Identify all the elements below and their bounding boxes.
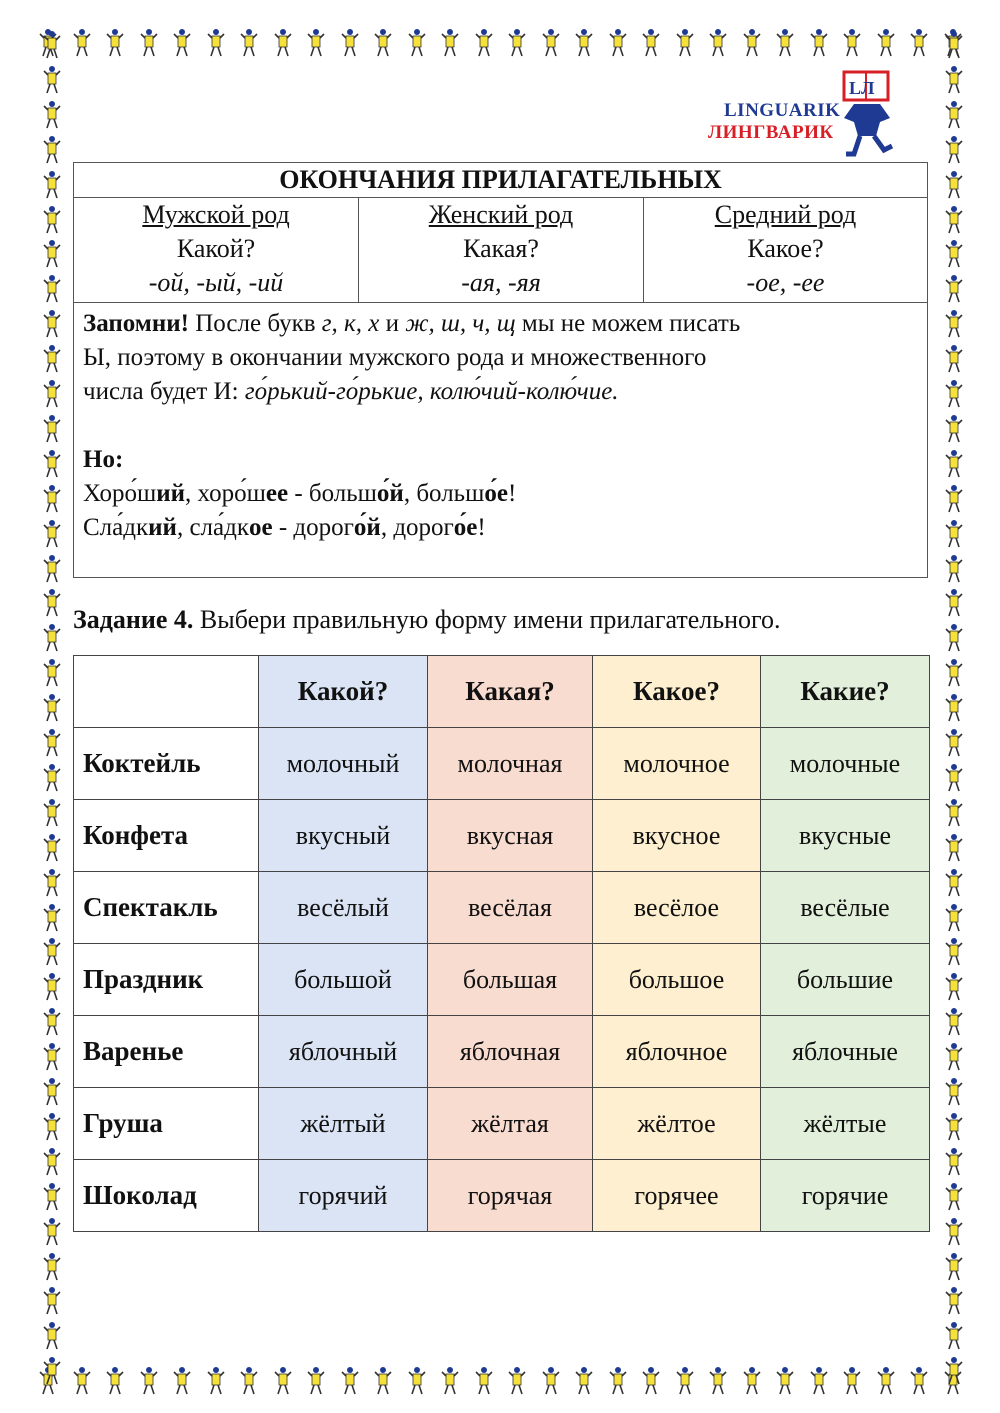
gender-feminine <box>359 198 644 303</box>
adjective-choice-table <box>73 655 930 1232</box>
running-figure-icon <box>42 1112 62 1142</box>
running-figure-icon <box>340 1366 360 1396</box>
rule-note <box>74 303 928 578</box>
option-cell[interactable]: молочные <box>761 728 930 800</box>
option-cell[interactable]: весёлый <box>259 872 428 944</box>
running-figure-icon <box>944 937 964 967</box>
option-cell[interactable]: горячее <box>593 1160 761 1232</box>
running-figure-icon <box>541 28 561 58</box>
option-cell[interactable]: яблочное <box>593 1016 761 1088</box>
running-figure-icon <box>42 309 62 339</box>
running-figure-icon <box>775 28 795 58</box>
running-figure-icon <box>944 554 964 584</box>
running-figure-icon <box>708 1366 728 1396</box>
exception-example-2: Сла́дкий, сла́дкое - дорого́й, дорого́е! <box>83 514 486 541</box>
running-figure-icon <box>944 1356 964 1386</box>
svg-text:LЛ: LЛ <box>849 78 875 98</box>
option-cell[interactable]: весёлые <box>761 872 930 944</box>
running-figure-icon <box>909 28 929 58</box>
running-figure-icon <box>944 100 964 130</box>
running-figure-icon <box>608 28 628 58</box>
running-figure-icon <box>139 1366 159 1396</box>
table-row <box>74 1016 930 1088</box>
header-row <box>74 656 930 728</box>
running-figure-icon <box>42 30 62 60</box>
running-figure-icon <box>42 972 62 1002</box>
running-figure-icon <box>273 1366 293 1396</box>
decorative-border-right <box>936 30 976 1400</box>
running-figure-icon <box>876 28 896 58</box>
gender-question: Какое? <box>747 234 824 263</box>
running-figure-icon <box>944 728 964 758</box>
running-figure-icon <box>42 1356 62 1386</box>
running-figure-icon <box>675 1366 695 1396</box>
running-figure-icon <box>944 868 964 898</box>
running-figure-icon <box>72 1366 92 1396</box>
running-figure-icon <box>944 1217 964 1247</box>
running-figure-icon <box>742 1366 762 1396</box>
option-cell[interactable]: яблочные <box>761 1016 930 1088</box>
running-figure-icon <box>742 28 762 58</box>
running-figure-icon <box>675 28 695 58</box>
rules-title: ОКОНЧАНИЯ ПРИЛАГАТЕЛЬНЫХ <box>74 163 928 198</box>
running-figure-icon <box>944 833 964 863</box>
gender-question: Какая? <box>463 234 539 263</box>
running-figure-icon <box>944 623 964 653</box>
option-cell[interactable]: большие <box>761 944 930 1016</box>
running-figure-icon <box>944 1077 964 1107</box>
option-cell[interactable]: молочный <box>259 728 428 800</box>
gender-endings: -ой, -ый, -ий <box>148 268 284 297</box>
option-cell[interactable]: горячая <box>428 1160 593 1232</box>
option-cell[interactable]: весёлая <box>428 872 593 944</box>
task-label: Задание 4. <box>73 605 194 634</box>
option-cell[interactable]: яблочный <box>259 1016 428 1088</box>
running-figure-icon <box>574 1366 594 1396</box>
running-figure-icon <box>407 1366 427 1396</box>
running-figure-icon <box>944 30 964 60</box>
letters-gkh: г, к, х <box>321 310 380 337</box>
option-cell[interactable]: молочное <box>593 728 761 800</box>
remember-label: Запомни! <box>83 310 189 337</box>
gender-name: Мужской род <box>142 200 290 229</box>
note-line-3: числа будет И: го́рький-го́рькие, колю́чий-колю́чие. <box>83 378 619 405</box>
running-figure-icon <box>944 309 964 339</box>
note-examples: го́рький-го́рькие, колю́чий-колю́чие. <box>244 378 619 405</box>
running-figure-icon <box>42 763 62 793</box>
running-figure-icon <box>944 274 964 304</box>
running-figure-icon <box>42 868 62 898</box>
running-figure-icon <box>944 1147 964 1177</box>
running-figure-icon <box>440 28 460 58</box>
note-line-1: Запомни! После букв г, к, х и ж, ш, ч, щ мы не можем писать <box>83 310 741 337</box>
option-cell[interactable]: вкусный <box>259 800 428 872</box>
running-figure-icon <box>574 28 594 58</box>
running-figure-icon <box>944 449 964 479</box>
option-cell[interactable]: большое <box>593 944 761 1016</box>
running-figure-icon <box>876 1366 896 1396</box>
gender-masculine <box>74 198 359 303</box>
running-figure-icon <box>944 1182 964 1212</box>
option-cell[interactable]: жёлтые <box>761 1088 930 1160</box>
running-figure-icon <box>42 554 62 584</box>
running-figure-icon <box>944 693 964 723</box>
running-figure-icon <box>42 1182 62 1212</box>
running-figure-icon <box>42 937 62 967</box>
gender-name: Средний род <box>714 200 857 229</box>
option-cell[interactable]: яблочная <box>428 1016 593 1088</box>
header-feminine: Какая? <box>428 656 593 728</box>
running-figure-icon <box>407 28 427 58</box>
gender-name: Женский род <box>428 200 574 229</box>
gender-endings: -ая, -яя <box>461 268 541 297</box>
running-figure-icon <box>273 28 293 58</box>
table-row <box>74 800 930 872</box>
running-figure-icon <box>42 798 62 828</box>
running-figure-icon <box>809 28 829 58</box>
running-figure-icon <box>42 449 62 479</box>
linguarik-logo <box>706 70 906 160</box>
running-figure-icon <box>474 28 494 58</box>
running-figure-icon <box>105 28 125 58</box>
running-figure-icon <box>340 28 360 58</box>
running-figure-icon <box>944 205 964 235</box>
running-figure-icon <box>373 1366 393 1396</box>
running-figure-icon <box>42 414 62 444</box>
running-figure-icon <box>842 28 862 58</box>
running-figure-icon <box>42 135 62 165</box>
table-row <box>74 1088 930 1160</box>
logo-latin: LINGUARIK <box>724 100 841 121</box>
running-figure-icon <box>172 28 192 58</box>
running-figure-icon <box>944 239 964 269</box>
running-figure-icon <box>944 135 964 165</box>
option-cell[interactable]: горячие <box>761 1160 930 1232</box>
decorative-border-top <box>38 24 968 64</box>
task-heading <box>73 605 781 635</box>
endings-rules-table <box>73 162 928 578</box>
running-figure-icon <box>105 1366 125 1396</box>
noun-cell: Коктейль <box>74 728 259 800</box>
running-figure-icon <box>944 1042 964 1072</box>
running-figure-icon <box>42 100 62 130</box>
running-figure-icon <box>239 1366 259 1396</box>
running-figure-icon <box>42 1042 62 1072</box>
header-neuter: Какое? <box>593 656 761 728</box>
running-figure-icon <box>944 65 964 95</box>
running-figure-icon <box>944 763 964 793</box>
running-figure-icon <box>42 519 62 549</box>
running-figure-icon <box>944 1007 964 1037</box>
running-figure-icon <box>641 28 661 58</box>
running-figure-icon <box>944 1252 964 1282</box>
running-figure-icon <box>944 1112 964 1142</box>
table-row <box>74 944 930 1016</box>
running-figure-icon <box>944 484 964 514</box>
running-figure-icon <box>42 484 62 514</box>
noun-cell: Праздник <box>74 944 259 1016</box>
gender-endings: -ое, -ее <box>746 268 825 297</box>
gender-neuter <box>644 198 928 303</box>
running-figure-icon <box>944 344 964 374</box>
running-figure-icon <box>775 1366 795 1396</box>
running-figure-icon <box>373 28 393 58</box>
running-figure-icon <box>909 1366 929 1396</box>
table-row <box>74 872 930 944</box>
running-figure-icon <box>42 693 62 723</box>
running-figure-icon <box>42 65 62 95</box>
running-figure-icon <box>809 1366 829 1396</box>
letters-sibilants: ж, ш, ч, щ <box>405 310 516 337</box>
running-figure-icon <box>842 1366 862 1396</box>
option-cell[interactable]: горячий <box>259 1160 428 1232</box>
table-row <box>74 728 930 800</box>
logo-cyrillic: ЛИНГВАРИК <box>708 122 834 143</box>
running-figure-icon <box>42 205 62 235</box>
option-cell[interactable]: жёлтый <box>259 1088 428 1160</box>
running-figure-icon <box>944 903 964 933</box>
running-figure-icon <box>944 519 964 549</box>
running-figure-icon <box>944 170 964 200</box>
running-figure-icon <box>139 28 159 58</box>
option-cell[interactable]: большая <box>428 944 593 1016</box>
running-figure-icon <box>474 1366 494 1396</box>
running-figure-icon <box>42 239 62 269</box>
header-masculine: Какой? <box>259 656 428 728</box>
running-figure-icon <box>42 903 62 933</box>
running-figure-icon <box>42 1252 62 1282</box>
option-cell[interactable]: вкусные <box>761 800 930 872</box>
running-figure-icon <box>944 379 964 409</box>
noun-cell: Спектакль <box>74 872 259 944</box>
running-figure-icon <box>42 379 62 409</box>
running-figure-icon <box>206 1366 226 1396</box>
running-figure-icon <box>42 1321 62 1351</box>
running-figure-icon <box>42 658 62 688</box>
running-figure-icon <box>42 833 62 863</box>
option-cell[interactable]: вкусная <box>428 800 593 872</box>
note-line-2: Ы, поэтому в окончании мужского рода и множественного <box>83 344 707 371</box>
running-figure-icon <box>944 1286 964 1316</box>
running-figure-icon <box>206 28 226 58</box>
task-text: Выбери правильную форму имени прилагательного. <box>193 605 781 634</box>
running-figure-icon <box>507 28 527 58</box>
noun-cell: Конфета <box>74 800 259 872</box>
header-empty <box>74 656 259 728</box>
running-figure-icon <box>42 344 62 374</box>
option-cell[interactable]: жёлтое <box>593 1088 761 1160</box>
option-cell[interactable]: молочная <box>428 728 593 800</box>
running-figure-icon <box>72 28 92 58</box>
running-figure-icon <box>306 28 326 58</box>
running-figure-icon <box>42 1007 62 1037</box>
option-cell[interactable]: вкусное <box>593 800 761 872</box>
running-figure-icon <box>944 414 964 444</box>
running-figure-icon <box>944 972 964 1002</box>
running-figure-icon <box>541 1366 561 1396</box>
option-cell[interactable]: жёлтая <box>428 1088 593 1160</box>
running-figure-icon <box>42 274 62 304</box>
running-figure-icon <box>42 623 62 653</box>
exception-example-1: Хоро́ший, хоро́шее - большо́й, большо́е! <box>83 480 517 507</box>
noun-cell: Шоколад <box>74 1160 259 1232</box>
running-figure-icon <box>608 1366 628 1396</box>
decorative-border-bottom <box>38 1362 968 1402</box>
noun-cell: Варенье <box>74 1016 259 1088</box>
running-figure-icon <box>944 798 964 828</box>
running-figure-icon <box>944 658 964 688</box>
header-plural: Какие? <box>761 656 930 728</box>
running-figure-icon <box>42 1147 62 1177</box>
running-figure-icon <box>708 28 728 58</box>
option-cell[interactable]: весёлое <box>593 872 761 944</box>
noun-cell: Груша <box>74 1088 259 1160</box>
running-figure-icon <box>944 588 964 618</box>
but-label: Но: <box>83 446 124 473</box>
gender-question: Какой? <box>176 234 256 263</box>
running-figure-icon <box>42 1286 62 1316</box>
running-figure-icon <box>507 1366 527 1396</box>
running-figure-icon <box>42 170 62 200</box>
running-figure-icon <box>42 1217 62 1247</box>
running-figure-icon <box>42 1077 62 1107</box>
decorative-border-left <box>34 30 74 1400</box>
option-cell[interactable]: большой <box>259 944 428 1016</box>
running-figure-icon <box>641 1366 661 1396</box>
running-figure-icon <box>306 1366 326 1396</box>
running-figure-icon <box>172 1366 192 1396</box>
table-row <box>74 1160 930 1232</box>
running-figure-icon <box>42 588 62 618</box>
running-figure-icon <box>239 28 259 58</box>
running-figure-icon <box>440 1366 460 1396</box>
running-figure-icon <box>944 1321 964 1351</box>
running-figure-icon <box>42 728 62 758</box>
